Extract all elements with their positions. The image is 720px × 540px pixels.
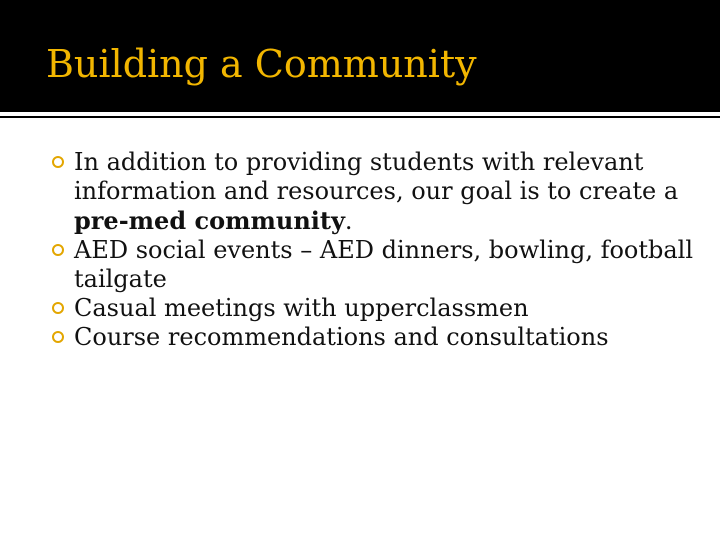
hollow-circle-icon [52, 302, 64, 314]
bullet-text: Course recommendations and consultations [74, 323, 609, 351]
hollow-circle-icon [52, 156, 64, 168]
bullet-list [52, 148, 702, 352]
bullet-item [52, 323, 702, 352]
title-divider [0, 116, 720, 118]
bullet-text: Casual meetings with upperclassmen [74, 294, 529, 322]
bullet-text-end: . [344, 207, 353, 235]
bullet-text: In addition to providing students with relevant information and resources, our goal is to create a [74, 148, 679, 205]
slide-title: Building a Community [46, 42, 477, 86]
bullet-item [52, 236, 702, 294]
bullet-text: AED social events – AED dinners, bowling, football tailgate [74, 236, 694, 293]
bullet-item [52, 294, 702, 323]
bullet-item [52, 148, 702, 236]
bullet-emphasis: pre-med community [74, 206, 345, 235]
hollow-circle-icon [52, 244, 64, 256]
hollow-circle-icon [52, 331, 64, 343]
title-bar [0, 0, 720, 112]
